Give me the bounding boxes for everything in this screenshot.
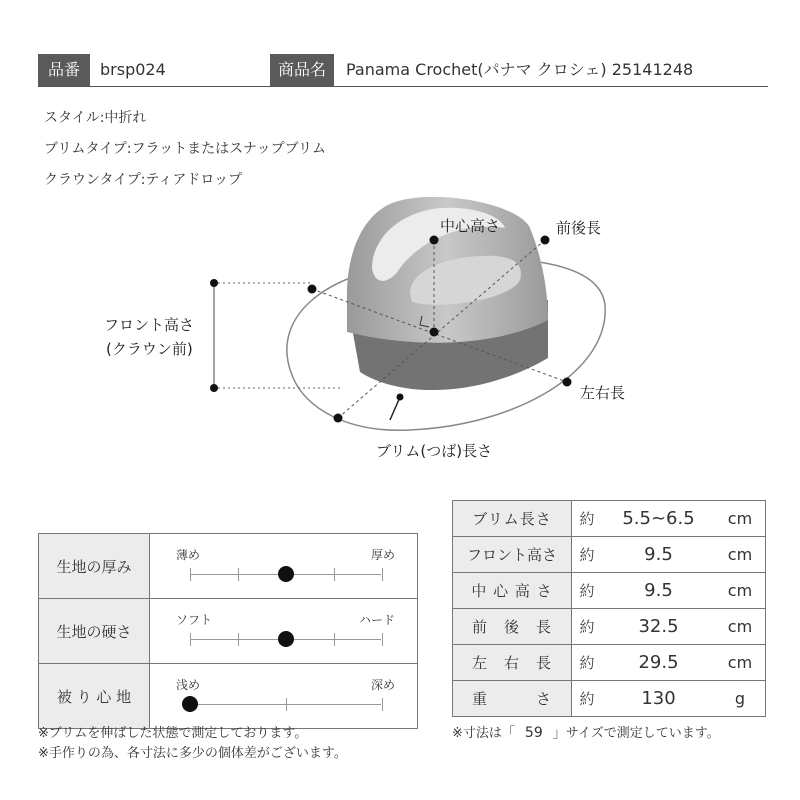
size-name: フロント高さ xyxy=(453,537,572,573)
label-front-height: フロント高さ xyxy=(104,316,195,334)
scale-left-label: ソフト xyxy=(176,613,213,627)
size-approx: 約 xyxy=(572,645,603,681)
scale-indicator xyxy=(182,696,198,712)
size-note-suffix: 」サイズで測定しています。 xyxy=(552,726,720,741)
scale-right-label: ハード xyxy=(358,613,395,627)
size-value: 9.5 xyxy=(602,537,715,573)
size-name: 重 さ xyxy=(453,681,572,717)
product-name-value: Panama Crochet(パナマ クロシェ) 25141248 xyxy=(346,60,694,79)
size-row xyxy=(453,609,766,645)
size-note-prefix: ※寸法は「 xyxy=(452,726,515,741)
size-row xyxy=(453,501,766,537)
note-brim-measure: ※ブリムを伸ばした状態で測定しております。 xyxy=(38,726,308,741)
scale-right-label: 厚め xyxy=(370,548,395,562)
size-value: 5.5~6.5 xyxy=(602,501,715,537)
size-unit: cm xyxy=(715,537,766,573)
texture-label: 被 り 心 地 xyxy=(39,664,150,729)
size-table xyxy=(452,500,766,717)
texture-table xyxy=(38,533,418,729)
size-approx: 約 xyxy=(572,573,603,609)
size-unit: g xyxy=(715,681,766,717)
spec-crown-type: クラウンタイプ:ティアドロップ xyxy=(44,172,243,188)
product-code-value: brsp024 xyxy=(100,60,166,79)
size-approx: 約 xyxy=(572,609,603,645)
size-value: 9.5 xyxy=(602,573,715,609)
texture-label: 生地の硬さ xyxy=(39,599,150,664)
size-row xyxy=(453,645,766,681)
size-note-value: 59 xyxy=(524,725,543,741)
spec-brim-type: ブリムタイプ:フラットまたはスナップブリム xyxy=(44,141,327,157)
scale-left-label: 浅め xyxy=(176,678,201,692)
size-approx: 約 xyxy=(572,537,603,573)
label-front-back: 前後長 xyxy=(556,219,602,237)
size-value: 130 xyxy=(602,681,715,717)
scale-indicator xyxy=(278,566,294,582)
label-front-height-sub: (クラウン前) xyxy=(106,340,193,358)
size-unit: cm xyxy=(715,573,766,609)
scale-right-label: 深め xyxy=(370,678,395,692)
product-code-label: 品番 xyxy=(38,54,90,86)
size-name: 左 右 長 xyxy=(453,645,572,681)
thickness-scale xyxy=(150,534,417,598)
size-name: 前 後 長 xyxy=(453,609,572,645)
size-name: ブリム長さ xyxy=(453,501,572,537)
label-center-height: 中心高さ xyxy=(440,217,501,235)
note-size xyxy=(452,722,720,741)
scale-indicator xyxy=(278,631,294,647)
size-unit: cm xyxy=(715,501,766,537)
size-unit: cm xyxy=(715,645,766,681)
size-name: 中 心 高 さ xyxy=(453,573,572,609)
hardness-scale xyxy=(150,599,417,663)
texture-row xyxy=(39,534,418,599)
size-value: 29.5 xyxy=(602,645,715,681)
label-brim-length: ブリム(つば)長さ xyxy=(376,442,493,460)
texture-label: 生地の厚み xyxy=(39,534,150,599)
size-row xyxy=(453,537,766,573)
scale-left-label: 薄め xyxy=(176,548,201,562)
size-unit: cm xyxy=(715,609,766,645)
label-left-right: 左右長 xyxy=(580,384,626,402)
size-approx: 約 xyxy=(572,501,603,537)
size-approx: 約 xyxy=(572,681,603,717)
note-handmade: ※手作りの為、各寸法に多少の個体差がございます。 xyxy=(38,746,347,761)
spec-style: スタイル:中折れ xyxy=(44,110,147,126)
size-value: 32.5 xyxy=(602,609,715,645)
texture-row xyxy=(39,599,418,664)
fit-scale xyxy=(150,664,417,728)
size-row xyxy=(453,573,766,609)
texture-row xyxy=(39,664,418,729)
product-name-label: 商品名 xyxy=(270,54,334,86)
size-row xyxy=(453,681,766,717)
